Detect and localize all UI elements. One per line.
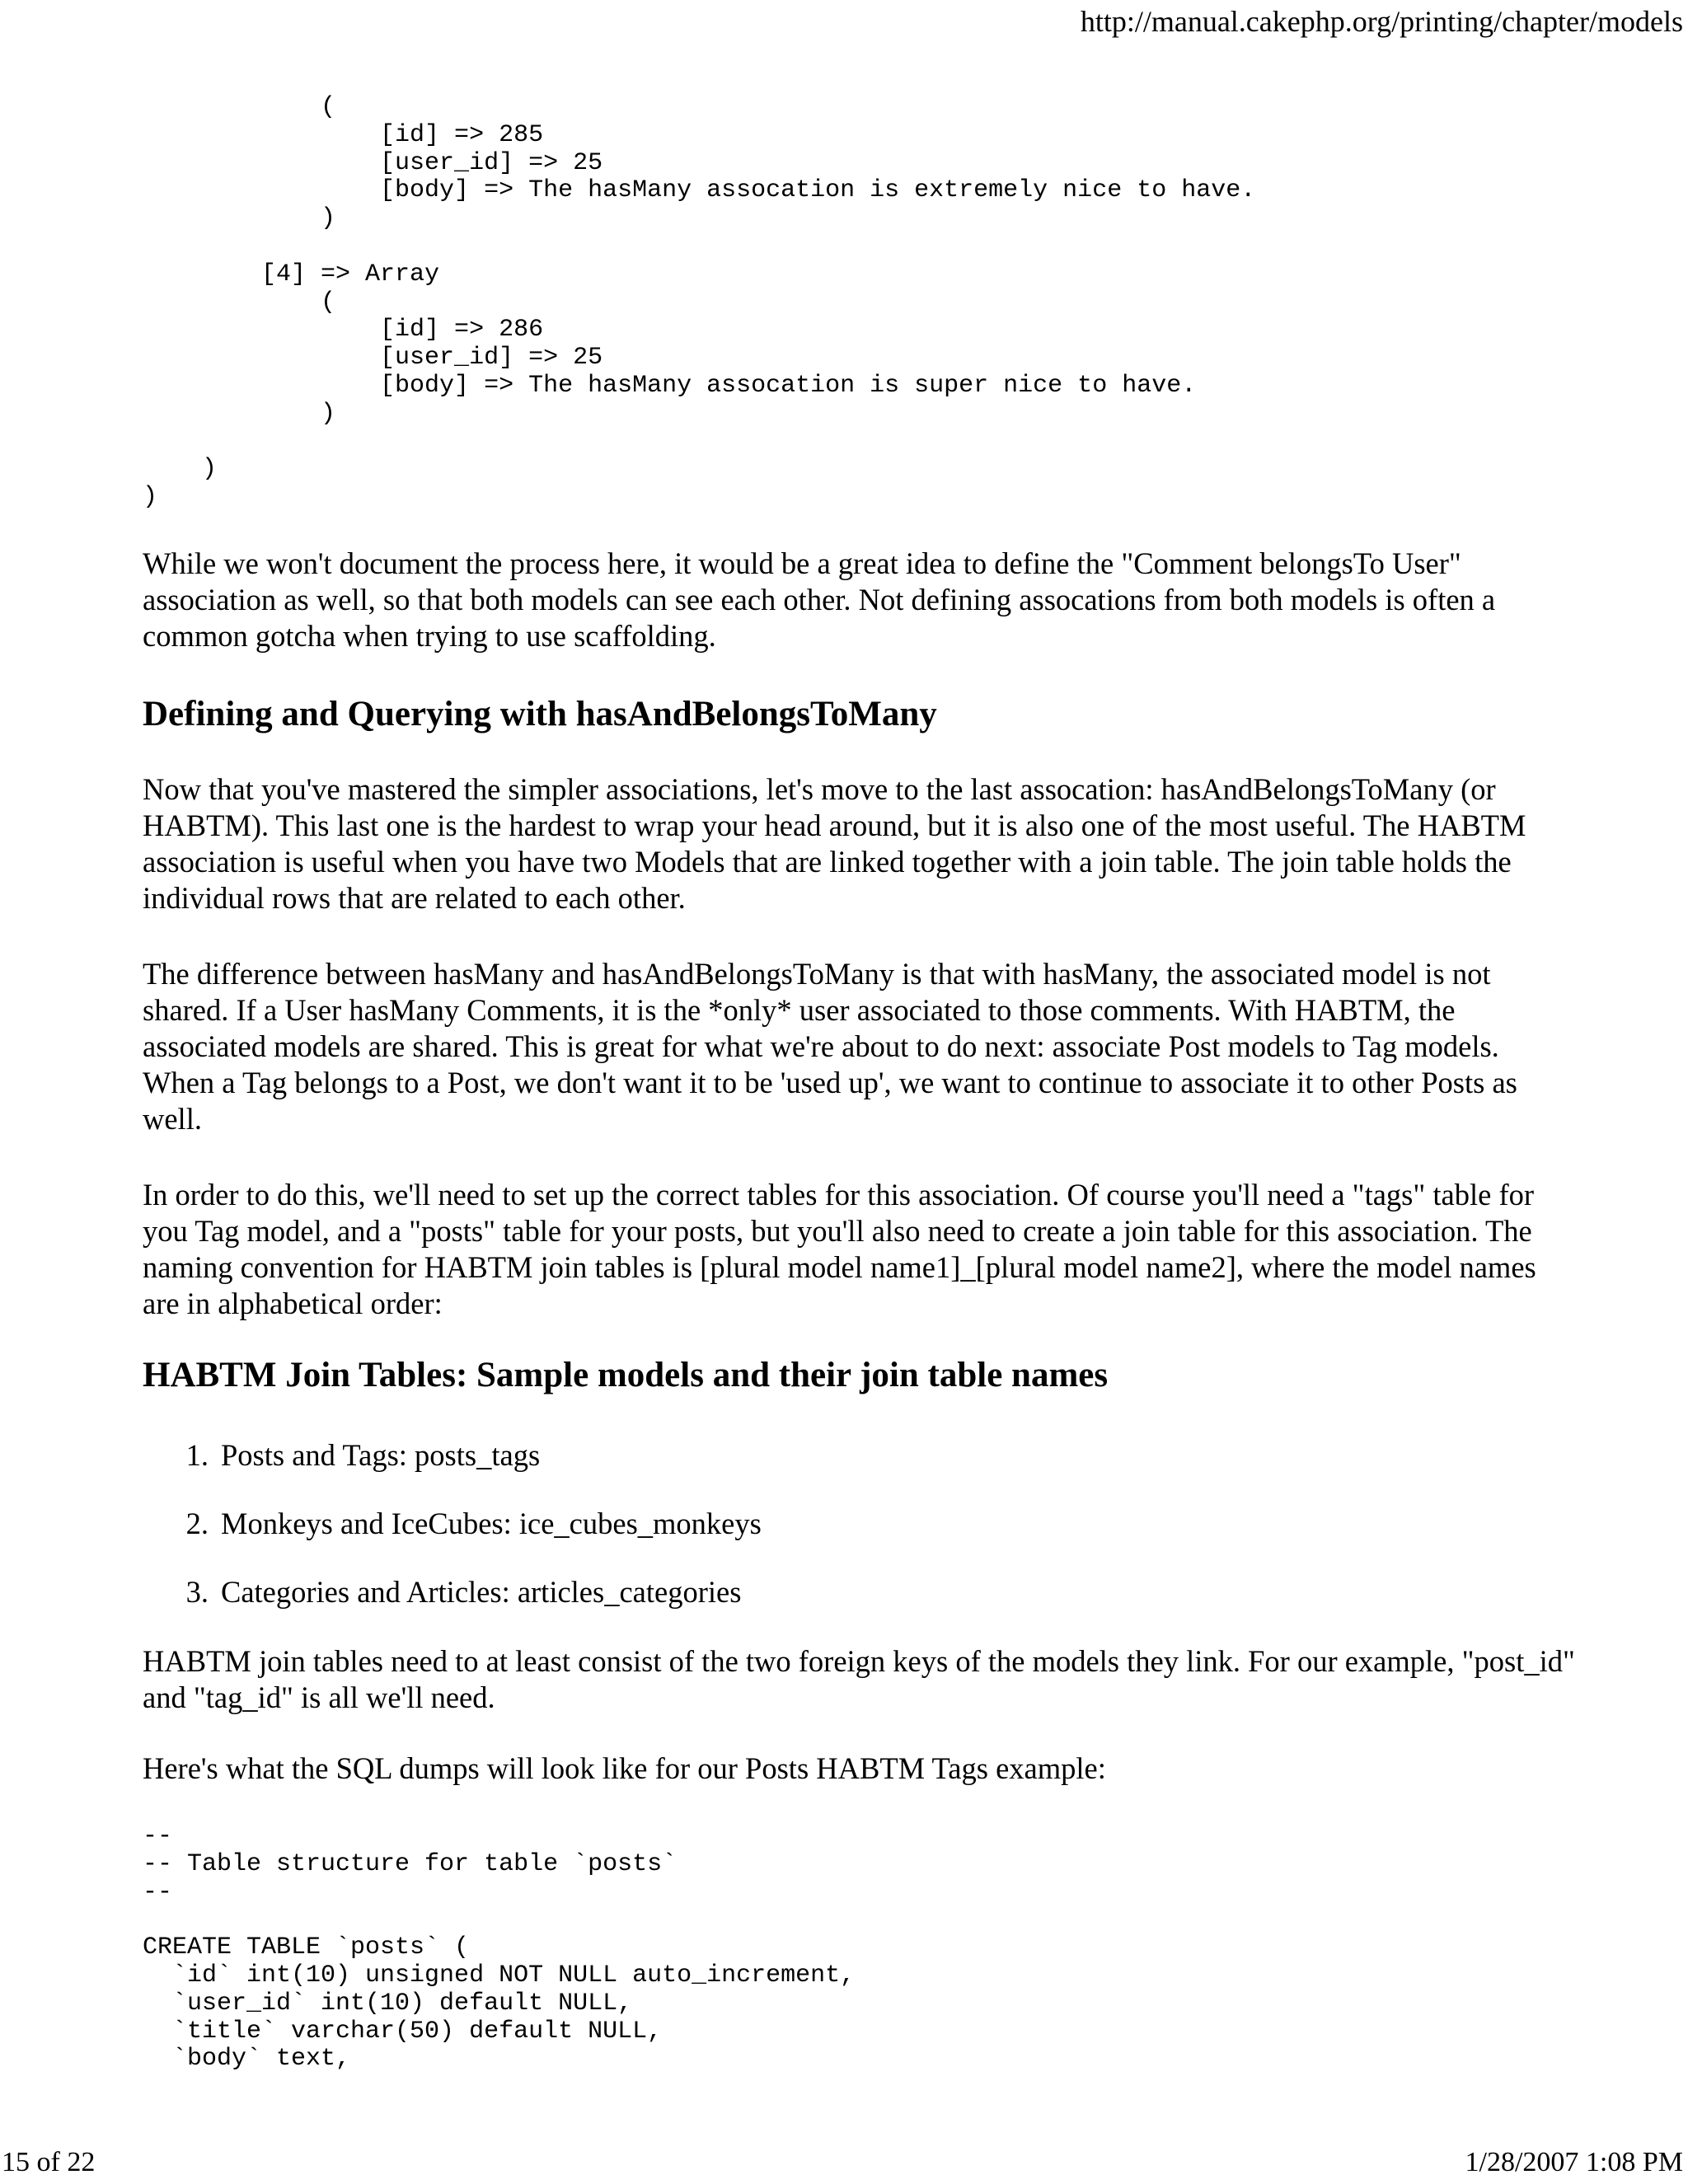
paragraph-join-table-setup: In order to do this, we'll need to set up the correct tables for this association. Of course you'll need a "tags" table for you Tag model, and a "posts" table for your posts, but you'll also need to create a join table for this association. The naming convention for HABTM join tables is [plural model name1]_[plural model name2], where the model names are in alphabetical order: — [143, 1178, 1536, 1320]
heading-join-tables: HABTM Join Tables: Sample models and their join table names — [143, 1356, 1109, 1394]
heading-habtm: Defining and Querying with hasAndBelongsToMany — [143, 695, 937, 733]
code-block-sql-posts: -- -- Table structure for table `posts` -- CREATE TABLE `posts` ( `id` int(10) unsigned NOT NULL auto_increment, `user_id` int(10) default NULL, `title` varchar(50) default NULL, `body` text, — [143, 1822, 856, 2074]
list-item-text: Monkeys and IceCubes: ice_cubes_monkeys — [221, 1507, 762, 1540]
print-footer-date: 1/28/2007 1:08 PM — [1465, 2147, 1683, 2177]
code-block-array-output: ( [id] => 285 [user_id] => 25 [body] => The hasMany assocation is extremely nice to have. ) [4] => Array ( [id] => 286 [user_id] => 25 [body] => The hasMany assocation is super nice to have. ) ) ) — [143, 93, 1256, 512]
list-item-text: Categories and Articles: articles_categories — [221, 1575, 742, 1609]
list-item — [143, 1506, 762, 1542]
list-item-number: 2. — [185, 1507, 209, 1540]
list-item — [143, 1574, 762, 1610]
print-header-url: http://manual.cakephp.org/printing/chapter/models — [1080, 5, 1683, 38]
list-item-number: 3. — [185, 1575, 209, 1609]
paragraph-sql-dumps: Here's what the SQL dumps will look like for our Posts HABTM Tags example: — [143, 1751, 1106, 1785]
paragraph-hasmany-vs-habtm: The difference between hasMany and hasAndBelongsToMany is that with hasMany, the associated model is not shared. If a User hasMany Comments, it is the *only* user associated to those comments. With HABTM, the associated models are shared. This is great for what we're about to do next: associate Post models to Tag models. When a Tag belongs to a Post, we don't want it to be 'used up', we want to continue to associate it to other Posts as well. — [143, 957, 1517, 1136]
paragraph-foreign-keys: HABTM join tables need to at least consist of the two foreign keys of the models they link. For our example, "post_id" and "tag_id" is all we'll need. — [143, 1644, 1575, 1714]
join-table-list — [143, 1437, 762, 1643]
paragraph-comment-belongs-to-user: While we won't document the process here, it would be a great idea to define the "Comment belongsTo User" association as well, so that both models can see each other. Not defining assocations from both models is often a common gotcha when trying to use scaffolding. — [143, 546, 1496, 653]
print-footer-page-number: 15 of 22 — [2, 2147, 96, 2177]
list-item-number: 1. — [185, 1438, 209, 1472]
paragraph-habtm-intro: Now that you've mastered the simpler associations, let's move to the last assocation: hasAndBelongsToMany (or HABTM). This last one is the hardest to wrap your head around, but it is also one of the most useful. The HABTM association is useful when you have two Models that are linked together with a join table. The join table holds the individual rows that are related to each other. — [143, 772, 1526, 915]
list-item — [143, 1437, 762, 1474]
list-item-text: Posts and Tags: posts_tags — [221, 1438, 541, 1472]
